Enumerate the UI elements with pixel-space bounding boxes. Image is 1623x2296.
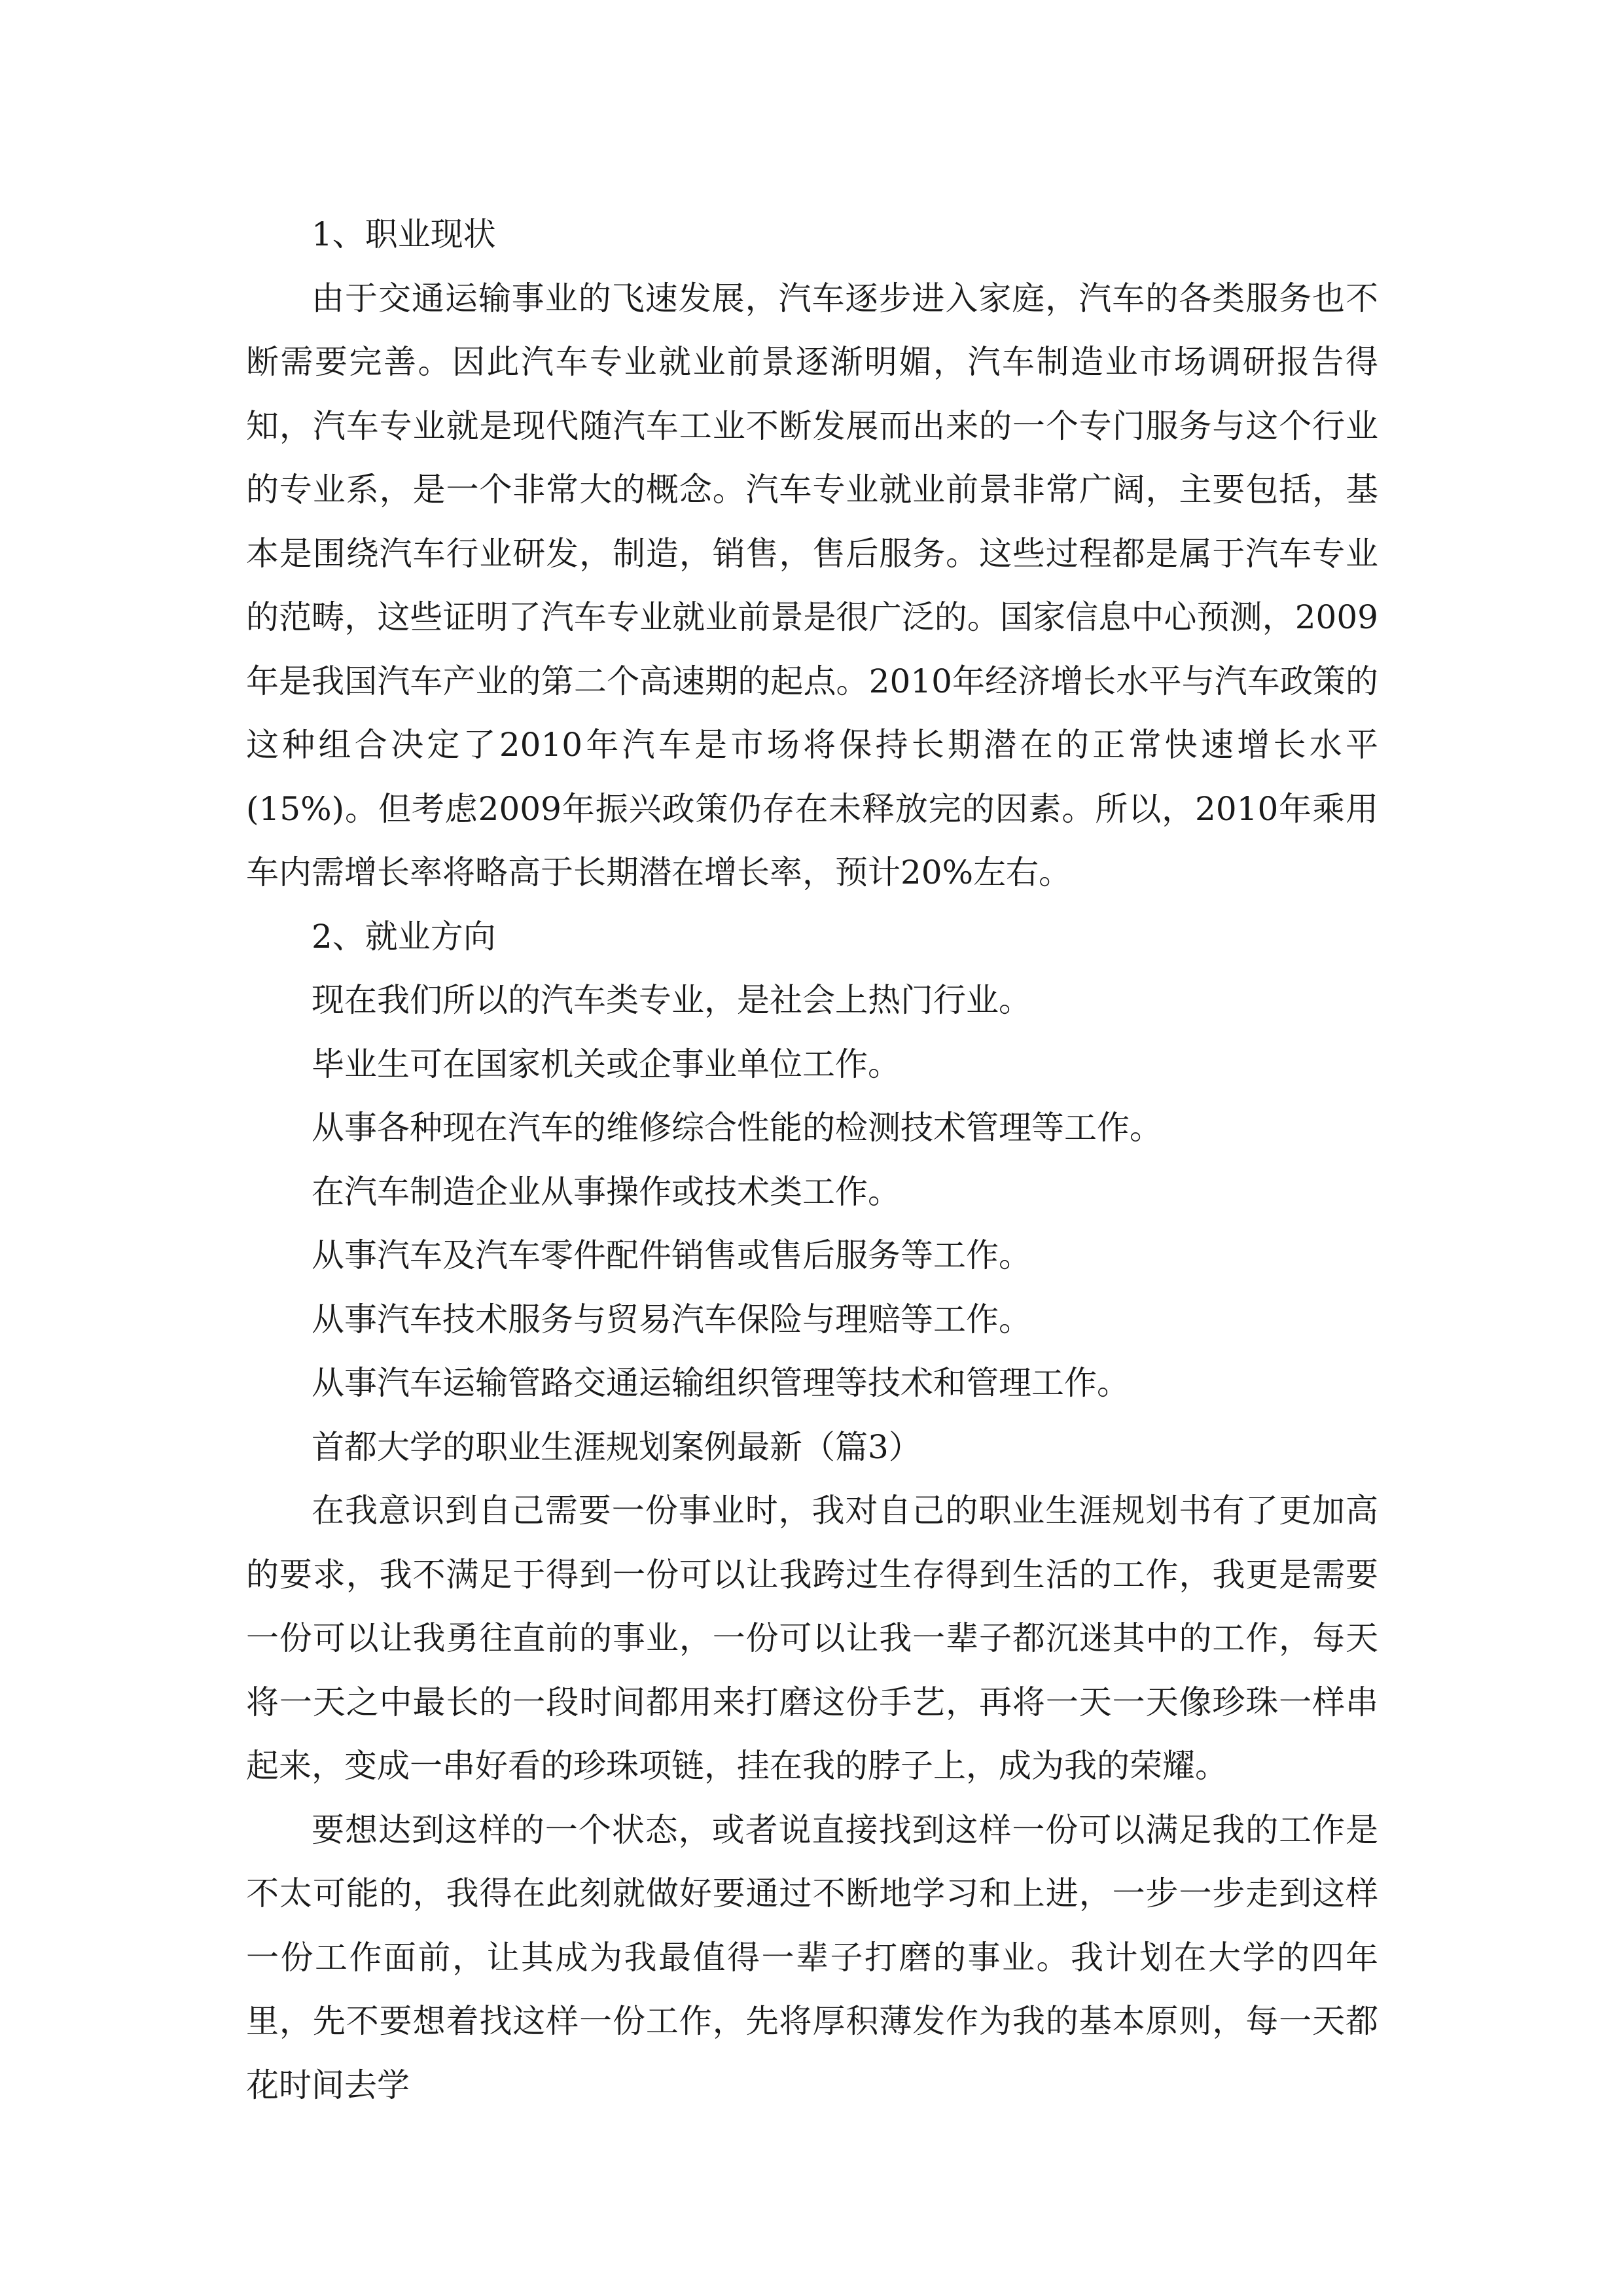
section-heading-career-status: 1、职业现状 [312,215,496,253]
employment-item: 现在我们所以的汽车类专业，是社会上热门行业。 [312,981,1031,1019]
employment-item: 从事汽车运输管路交通运输组织管理等技术和管理工作。 [312,1364,1130,1402]
employment-item: 在汽车制造企业从事操作或技术类工作。 [312,1172,901,1211]
section-heading-employment-direction: 2、就业方向 [312,917,496,956]
document-body [246,203,1378,2117]
paragraph-career-plan: 要想达到这样的一个状态，或者说直接找到这样一份可以满足我的工作是不太可能的，我得在此刻就做好要通过不断地学习和上进，一步一步走到这样一份工作面前，让其成为我最值得一辈子打磨的事业。我计划在大学的四年里，先不要想着找这样一份工作，先将厚积薄发作为我的基本原则，每一天都花时间去学 [246,1810,1378,2104]
employment-item: 从事汽车技术服务与贸易汽车保险与理赔等工作。 [312,1300,1031,1338]
employment-item: 从事各种现在汽车的维修综合性能的检测技术管理等工作。 [312,1109,1162,1147]
employment-item: 毕业生可在国家机关或企事业单位工作。 [312,1045,901,1083]
paragraph-career-aspiration: 在我意识到自己需要一份事业时，我对自己的职业生涯规划书有了更加高的要求，我不满足于得到一份可以让我跨过生存得到生活的工作，我更是需要一份可以让我勇往直前的事业，一份可以让我一辈子都沉迷其中的工作，每天将一天之中最长的一段时间都用来打磨这份手艺，再将一天一天像珍珠一样串起来，变成一串好看的珍珠项链，挂在我的脖子上，成为我的荣耀。 [246,1492,1378,1785]
employment-item: 从事汽车及汽车零件配件销售或售后服务等工作。 [312,1236,1031,1274]
article-title: 首都大学的职业生涯规划案例最新（篇3） [312,1427,921,1466]
paragraph-career-status: 由于交通运输事业的飞速发展，汽车逐步进入家庭，汽车的各类服务也不断需要完善。因此汽车专业就业前景逐渐明媚，汽车制造业市场调研报告得知，汽车专业就是现代随汽车工业不断发展而出来的一个专门服务与这个行业的专业系，是一个非常大的概念。汽车专业就业前景非常广阔，主要包括，基本是围绕汽车行业研发，制造，销售，售后服务。这些过程都是属于汽车专业的范畴，这些证明了汽车专业就业前景是很广泛的。国家信息中心预测，2009年是我国汽车产业的第二个高速期的起点。2010年经济增长水平与汽车政策的这种组合决定了2010年汽车是市场将保持长期潜在的正常快速增长水平(15%)。但考虑2009年振兴政策仍存在未释放完的因素。所以，2010年乘用车内需增长率将略高于长期潜在增长率，预计20%左右。 [246,279,1378,891]
